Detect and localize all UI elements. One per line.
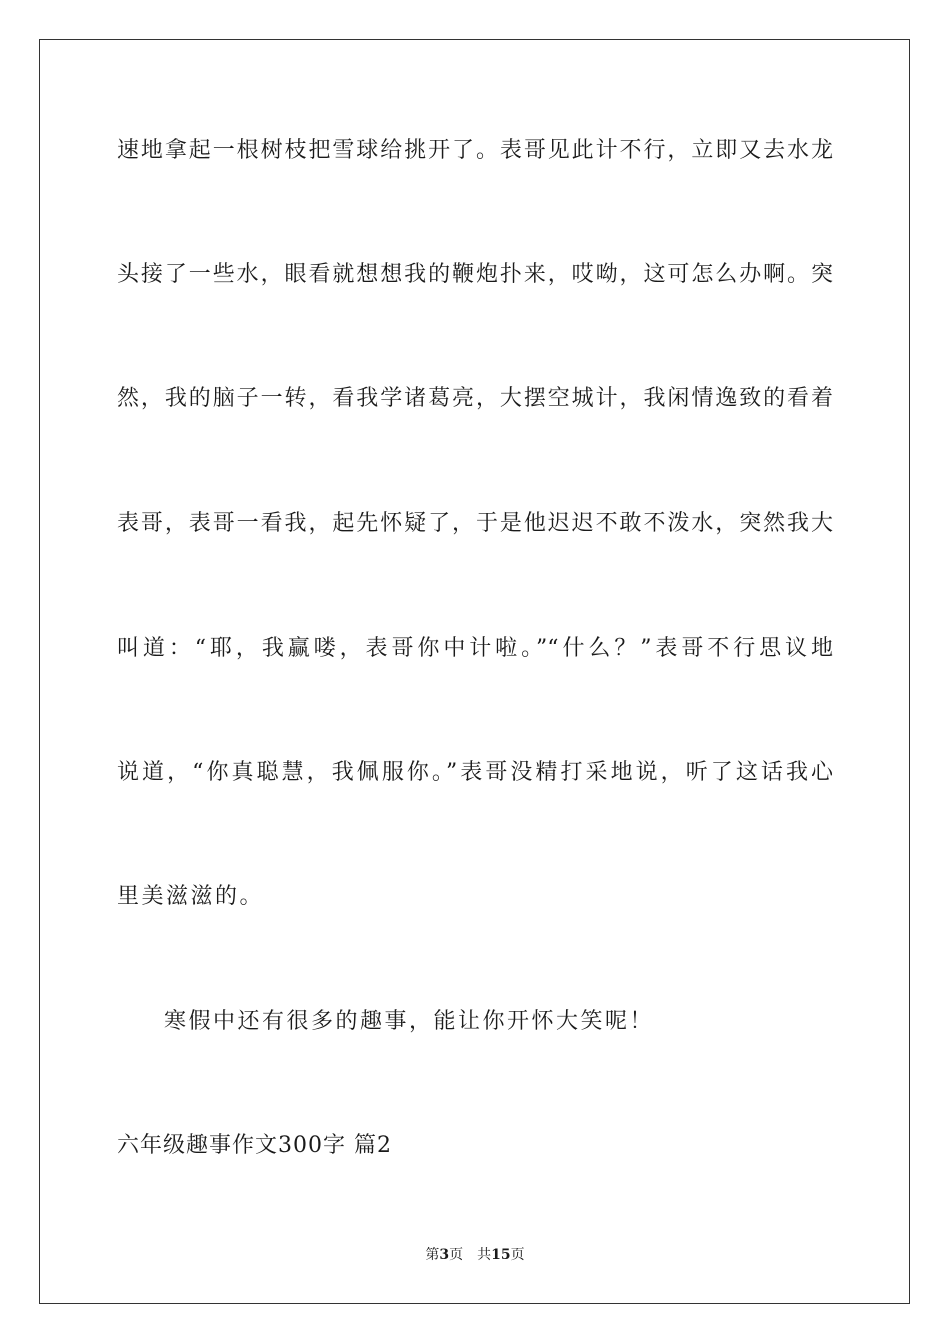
body-text-line: 速地拿起一根树枝把雪球给挑开了。表哥见此计不行，立即又去水龙 [117,138,833,163]
page-footer [0,1245,950,1265]
body-text-line: 里美滋滋的。 [117,884,265,909]
total-suffix: 页 [510,1247,525,1263]
body-text-line: 表哥，表哥一看我，起先怀疑了，于是他迟迟不敢不泼水，突然我大 [117,511,833,536]
body-text-line: 叫道：“耶，我赢喽，表哥你中计啦。”“什么？”表哥不行思议地 [117,636,833,661]
page-prefix: 第 [425,1247,440,1263]
total-prefix: 共 [477,1247,492,1263]
page-current: 3 [439,1247,450,1263]
page-total: 15 [491,1247,511,1263]
page-frame [39,39,910,1304]
body-text-paragraph: 寒假中还有很多的趣事，能让你开怀大笑呢！ [164,1009,655,1034]
body-text-line: 说道，“你真聪慧，我佩服你。”表哥没精打采地说，听了这话我心 [117,760,833,785]
page-suffix: 页 [449,1247,464,1263]
section-heading: 六年级趣事作文300字 篇2 [117,1133,392,1158]
body-text-line: 然，我的脑子一转，看我学诸葛亮，大摆空城计，我闲情逸致的看着 [117,386,833,411]
body-text-line: 头接了一些水，眼看就想想我的鞭炮扑来，哎呦，这可怎么办啊。突 [117,262,833,287]
